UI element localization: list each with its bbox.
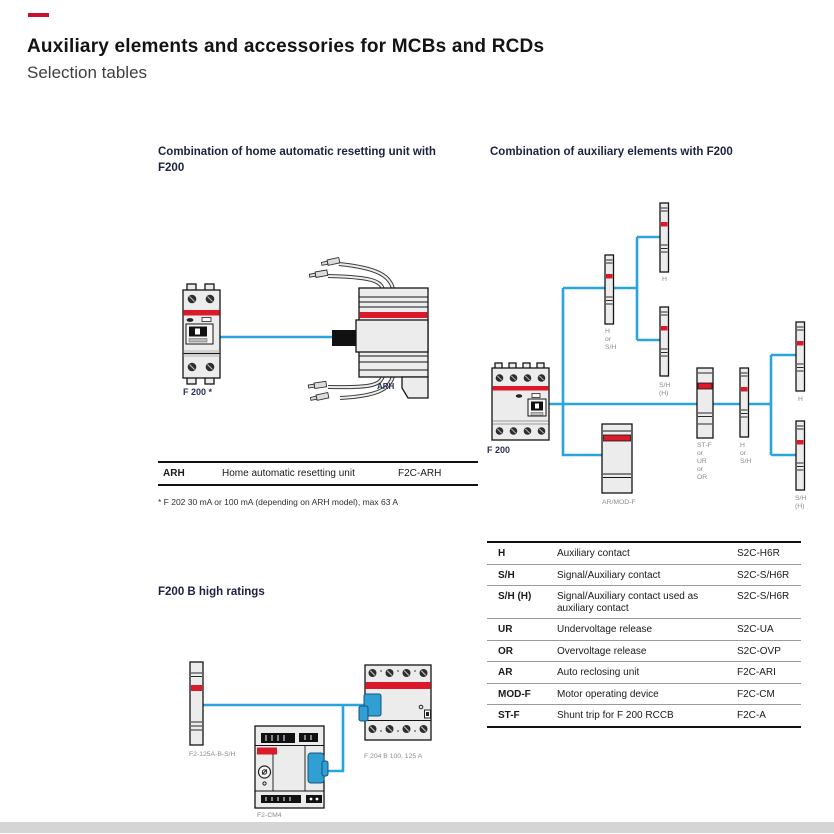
aux-elements-table — [487, 541, 801, 728]
order-code-cell: F2C-A — [737, 710, 766, 721]
description-cell: Undervoltage release — [557, 619, 737, 641]
description-cell: Signal/Auxiliary contact used as auxiliary contact — [557, 586, 737, 619]
f204-label: F 204 B 100, 125 A — [364, 753, 423, 760]
svg-text:UR: UR — [697, 458, 707, 465]
module-st-f — [697, 368, 713, 438]
wire-pin — [321, 258, 340, 267]
f2-125a-label: F2-125A-B-S/H — [189, 751, 236, 758]
arh-label: ARH — [377, 382, 395, 391]
code-cell: MOD-F — [487, 683, 557, 705]
description-cell: Auto reclosing unit — [557, 662, 737, 684]
diagram-f200b-high-ratings — [150, 650, 470, 830]
label-sh-h-2: S/H — [795, 495, 807, 502]
module-h-right — [796, 322, 805, 391]
footnote: * F 202 30 mA or 100 mA (depending on ARH model), max 63 A — [158, 497, 399, 507]
order-code-cell: S2C-S/H6R — [737, 586, 801, 619]
table-row — [487, 705, 801, 727]
code-cell: H — [487, 542, 557, 564]
table-row — [487, 542, 801, 564]
label-ar-mod-f: AR/MOD-F — [602, 499, 636, 506]
svg-text:or: or — [605, 336, 612, 343]
page-subtitle: Selection tables — [27, 63, 148, 82]
svg-text:or: or — [697, 466, 704, 473]
order-code-cell: S2C-S/H6R — [737, 564, 801, 586]
f200-4pole-device — [492, 363, 549, 440]
heading-f200b: F200 B high ratings — [158, 586, 265, 598]
code-cell: S/H — [487, 564, 557, 586]
table-row — [487, 662, 801, 684]
heading-right: Combination of auxiliary elements with F200 — [490, 146, 733, 158]
page-title: Auxiliary elements and accessories for MCBs and RCDs — [27, 36, 545, 57]
code-cell: ST-F — [498, 710, 520, 721]
module-sh-h-1 — [660, 307, 669, 376]
f204-device — [359, 665, 431, 740]
code-cell: AR — [487, 662, 557, 684]
svg-text:(H): (H) — [659, 390, 669, 397]
description-cell: Signal/Auxiliary contact — [557, 564, 737, 586]
module-sh-h-2 — [796, 421, 805, 490]
label-st-f: ST-F — [697, 442, 712, 449]
description-cell: Auxiliary contact — [557, 542, 737, 564]
module-ar-mod-f — [602, 424, 632, 493]
code-cell: OR — [487, 640, 557, 662]
f200-2pole-device — [183, 284, 220, 384]
order-code-cell: S2C-UA — [737, 619, 801, 641]
label-h-top: H — [662, 276, 667, 283]
diagram-arh-combination — [150, 230, 480, 415]
f2-cm4-device — [255, 726, 328, 808]
f2-125a-module — [190, 662, 203, 745]
label-h-right: H — [798, 396, 803, 403]
order-code-cell: S2C-OVP — [737, 640, 801, 662]
svg-text:(H): (H) — [795, 503, 805, 510]
description-cell: Motor operating device — [557, 683, 737, 705]
module-h-or-sh-1 — [605, 255, 614, 324]
module-h-or-sh-2 — [740, 368, 749, 437]
arh-foot — [402, 377, 428, 398]
f200-label: F 200 * — [183, 387, 213, 397]
f200-label: F 200 — [487, 445, 511, 455]
svg-text:S/H: S/H — [605, 344, 617, 351]
diagram-aux-elements — [480, 190, 834, 530]
accent-dash — [28, 13, 49, 17]
table-row — [158, 462, 478, 485]
order-code-cell: S2C-H6R — [737, 542, 801, 564]
svg-text:or: or — [697, 450, 704, 457]
f2-cm4-label: F2-CM4 — [257, 812, 282, 819]
table-row — [487, 586, 801, 619]
description-cell: Home automatic resetting unit — [222, 468, 355, 479]
svg-text:S/H: S/H — [740, 458, 752, 465]
description-cell: Shunt trip for F 200 RCCB — [557, 710, 674, 721]
order-code-cell: F2C-ARI — [737, 662, 801, 684]
order-code-cell: F2C-CM — [737, 683, 801, 705]
svg-text:or: or — [740, 450, 747, 457]
heading-left-top: Combination of home automatic resetting unit with F200 — [158, 146, 436, 174]
wire-pin — [309, 270, 328, 279]
label-sh-h-1: S/H — [659, 382, 671, 389]
label-h-or-sh-2: H — [740, 442, 745, 449]
code-cell: ARH — [163, 468, 185, 479]
code-cell: UR — [487, 619, 557, 641]
code-cell: S/H (H) — [487, 586, 557, 619]
arh-table — [158, 461, 478, 486]
footer-bar — [0, 822, 834, 833]
table-row — [487, 683, 801, 705]
svg-text:OR: OR — [697, 474, 708, 481]
order-code-cell: F2C-ARH — [398, 468, 442, 479]
wire-pin — [310, 393, 329, 402]
description-cell: Overvoltage release — [557, 640, 737, 662]
wire-pin — [308, 381, 327, 389]
table-row — [487, 640, 801, 662]
table-row — [487, 564, 801, 586]
module-h-top — [660, 203, 669, 272]
label-h-or-sh-1: H — [605, 328, 610, 335]
table-row — [487, 619, 801, 641]
connection-lines — [549, 237, 796, 455]
